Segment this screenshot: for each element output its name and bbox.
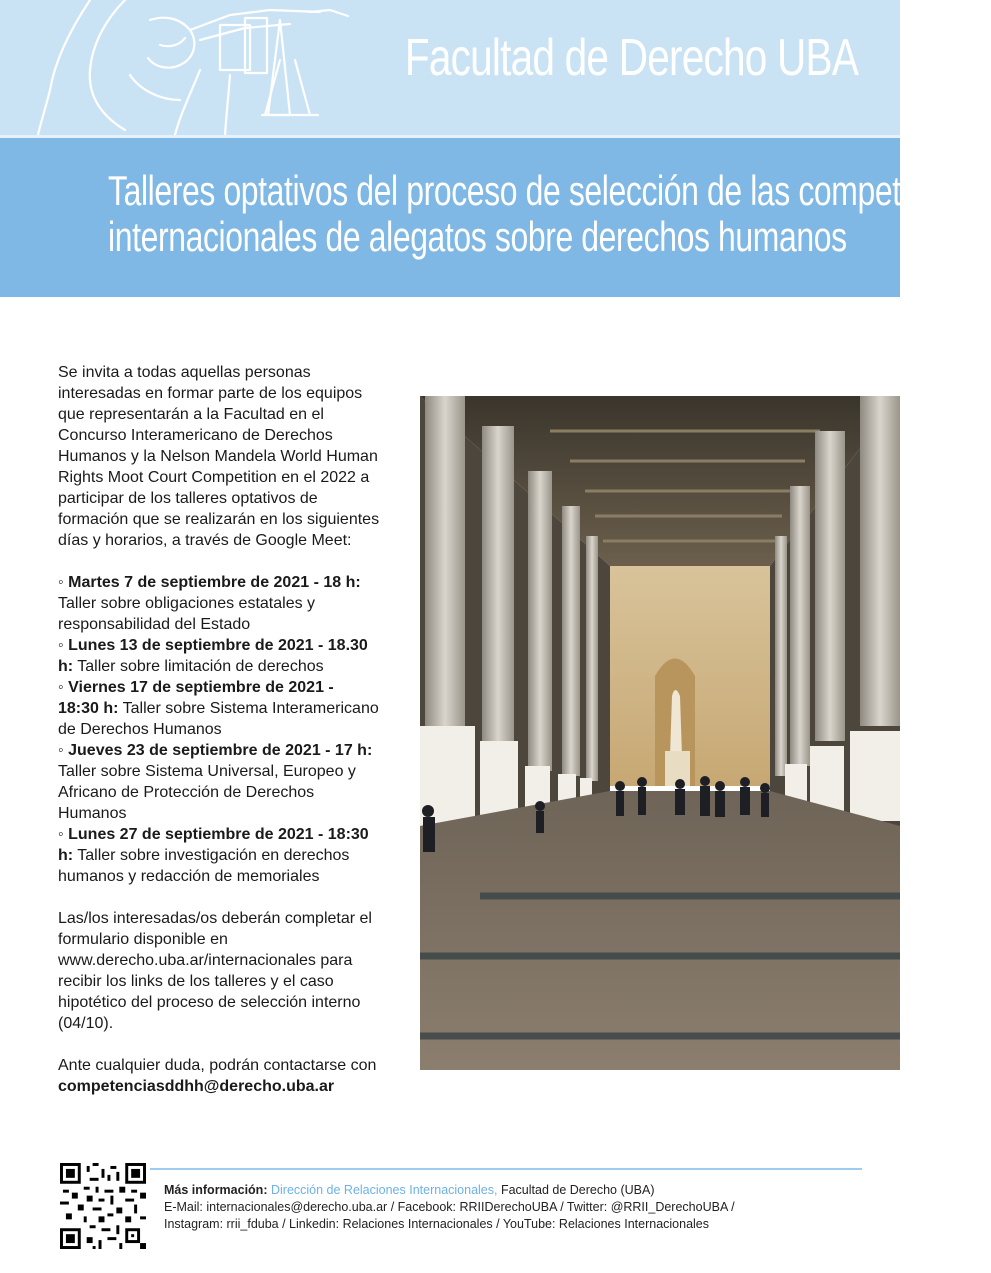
contact-line: Ante cualquier duda, podrán contactarse con	[58, 1057, 377, 1074]
intro-line: Concurso Interamericano de Derechos	[58, 427, 333, 444]
intro-line: días y horarios, a través de Google Meet:	[58, 532, 352, 549]
title-band	[0, 135, 991, 297]
footer-line-2: E-Mail: internacionales@derecho.uba.ar / Facebook: RRIIDerechoUBA / Twitter: @RRII_DerechoUBA /	[164, 1200, 735, 1214]
workshop-4-title-cont: Africano de Protección de Derechos	[58, 784, 315, 801]
workshop-2-date: ◦ Lunes 13 de septiembre de 2021 - 18.30	[58, 637, 368, 654]
workshop-5-title-cont: humanos y redacción de memoriales	[58, 868, 320, 885]
workshop-5-date: ◦ Lunes 27 de septiembre de 2021 - 18:30	[58, 826, 369, 843]
registration-line: recibir los links de los talleres y el caso	[58, 973, 334, 990]
spacer	[58, 551, 398, 572]
justice-figure-logo-icon	[30, 0, 350, 135]
intl-relations-link[interactable]: Dirección de Relaciones Internacionales,	[267, 1183, 498, 1197]
qr-code-icon[interactable]	[60, 1163, 146, 1249]
workshop-list	[58, 572, 398, 887]
registration-paragraph	[58, 908, 398, 1034]
intro-line: participar de los talleres optativos de	[58, 490, 318, 507]
workshop-5-time: h:	[58, 847, 74, 864]
registration-line: formulario disponible en	[58, 931, 228, 948]
intro-paragraph	[58, 362, 398, 551]
intro-line: que representarán a la Facultad en el	[58, 406, 324, 423]
intro-line: Humanos y la Nelson Mandela World Human	[58, 448, 378, 465]
spacer	[58, 1034, 398, 1055]
workshop-3-title-cont: de Derechos Humanos	[58, 721, 222, 738]
registration-url[interactable]: www.derecho.uba.ar/internacionales para	[58, 952, 353, 969]
workshop-1-title-cont: responsabilidad del Estado	[58, 616, 251, 633]
title-line-1: Talleres optativos del proceso de selección de las competencias	[108, 167, 991, 214]
registration-line: (04/10).	[58, 1015, 114, 1032]
workshop-4-date: ◦ Jueves 23 de septiembre de 2021 - 17 h:	[58, 742, 373, 759]
footer-info	[164, 1182, 864, 1233]
intro-line: Rights Moot Court Competition en el 2022 a	[58, 469, 370, 486]
workshop-1-date: ◦ Martes 7 de septiembre de 2021 - 18 h:	[58, 574, 361, 591]
workshop-2-title: Taller sobre limitación de derechos	[73, 658, 324, 675]
faculty-name: Facultad de Derecho UBA	[404, 29, 858, 87]
registration-line: hipotético del proceso de selección interno	[58, 994, 361, 1011]
contact-paragraph	[58, 1055, 398, 1097]
workshop-4-title-cont: Humanos	[58, 805, 127, 822]
body-text	[58, 362, 398, 1097]
law-faculty-hall-photo	[420, 396, 900, 1070]
more-info-label: Más información:	[164, 1183, 268, 1197]
workshop-5-title: Taller sobre investigación en derechos	[73, 847, 350, 864]
workshop-3-date: ◦ Viernes 17 de septiembre de 2021 -	[58, 679, 334, 696]
footer-line-3: Instagram: rrii_fduba / Linkedin: Relaciones Internacionales / YouTube: Relaciones Internacionales	[164, 1217, 710, 1231]
faculty-label: Facultad de Derecho (UBA)	[497, 1183, 655, 1197]
workshop-4-title: Taller sobre Sistema Universal, Europeo y	[58, 763, 356, 780]
header-band	[0, 0, 900, 135]
hall-photo-icon	[420, 396, 900, 1070]
intro-line: Se invita a todas aquellas personas	[58, 364, 311, 381]
workshop-3-title: Taller sobre Sistema Interamericano	[118, 700, 379, 717]
intro-line: formación que se realizarán en los siguientes	[58, 511, 380, 528]
footer-divider	[150, 1168, 862, 1170]
contact-email-link[interactable]: competenciasddhh@derecho.uba.ar	[58, 1078, 335, 1095]
workshop-1-title: Taller sobre obligaciones estatales y	[58, 595, 316, 612]
registration-line: Las/los interesadas/os deberán completar el	[58, 910, 372, 927]
intro-line: interesadas en formar parte de los equipos	[58, 385, 363, 402]
workshop-2-line	[58, 656, 398, 677]
workshop-3-time: 18:30 h:	[58, 700, 119, 717]
workshop-5-line	[58, 845, 398, 866]
workshop-2-time: h:	[58, 658, 74, 675]
title-line-2: internacionales de alegatos sobre derechos humanos	[108, 213, 847, 260]
workshop-3-line	[58, 698, 398, 719]
page-title	[108, 167, 991, 260]
footer-line-1	[164, 1182, 864, 1199]
spacer	[58, 887, 398, 908]
